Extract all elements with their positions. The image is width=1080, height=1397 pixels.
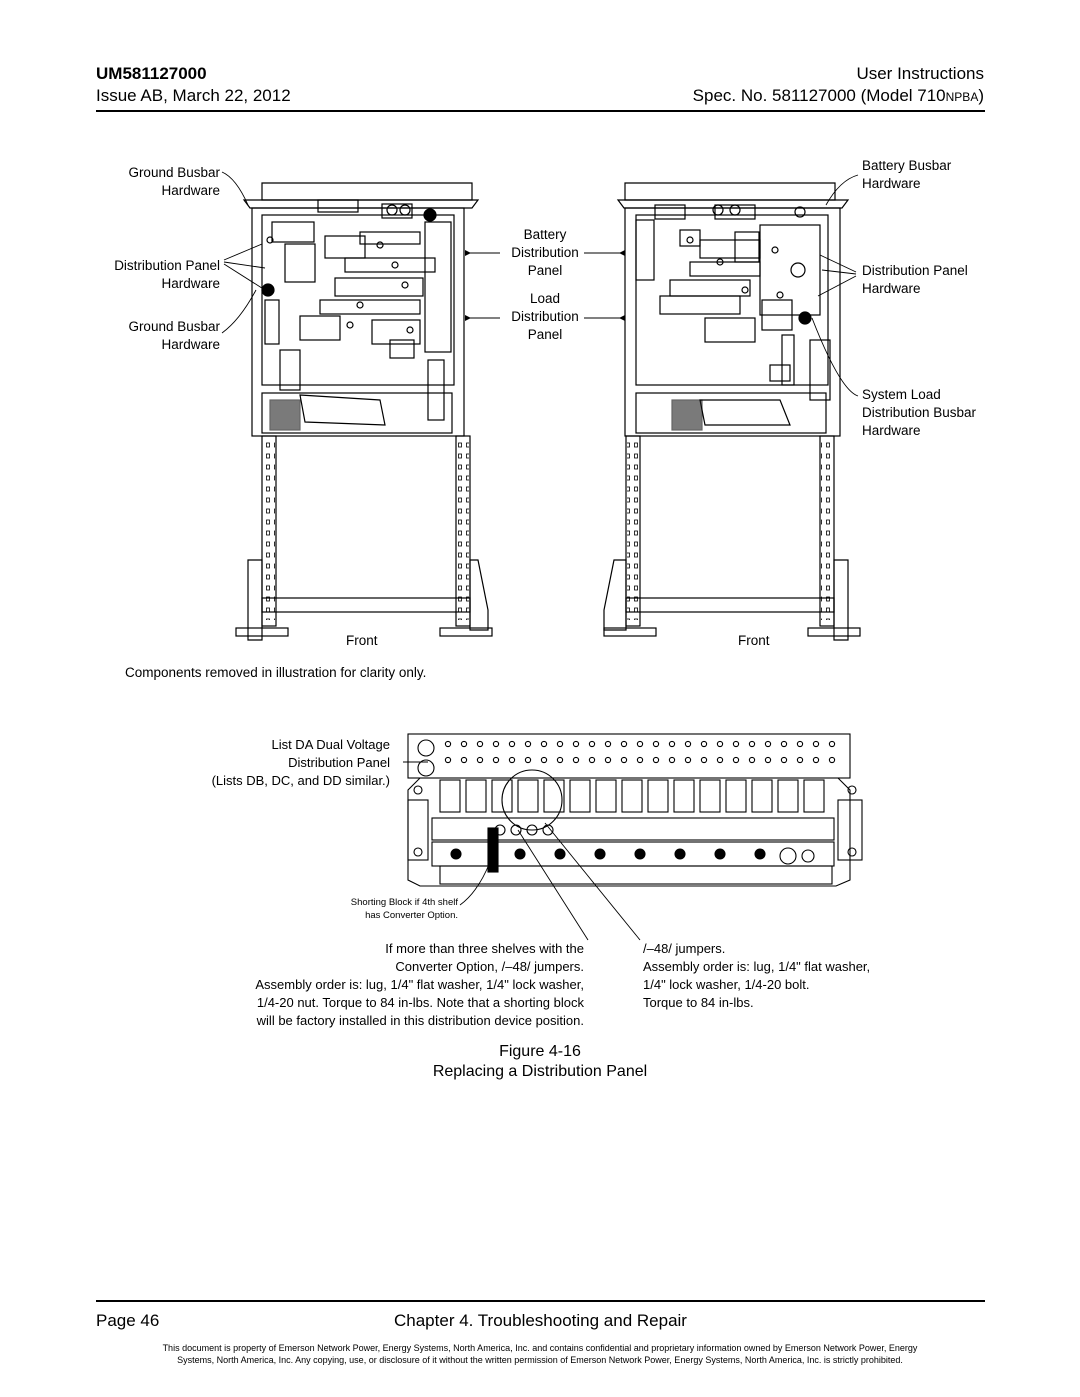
chapter-title: Chapter 4. Troubleshooting and Repair [394, 1311, 687, 1330]
footer-rule [96, 1300, 985, 1302]
label-distribution-panel-left: Distribution Panel Hardware [114, 258, 220, 291]
label-load-distribution-panel: Load Distribution Panel [511, 291, 579, 342]
label-system-load-busbar: System Load Distribution Busbar Hardware [862, 387, 977, 438]
figure-number: Figure 4-16 [499, 1043, 581, 1060]
spec-number: Spec. No. 581127000 (Model 710NPBA) [692, 86, 984, 105]
legal-notice: This document is property of Emerson Network Power, Energy Systems, North America, Inc. and contains confidential and proprietary information owned by Emerson Network Power, Energy Systems, North America, Inc. Any copying, use, or disclosure of it without the written permission of Emerson Network Power, Energy Systems, North America, Inc. is strictly prohibited. [162, 1343, 918, 1365]
figure-title: Replacing a Distribution Panel [432, 1063, 648, 1080]
document-number: UM581127000 [96, 64, 207, 83]
label-distribution-panel-right: Distribution Panel Hardware [862, 263, 968, 296]
label-ground-busbar-top: Ground Busbar Hardware [128, 165, 220, 198]
terminal-holes-row2 [445, 757, 834, 762]
distribution-panel-drawing [408, 734, 862, 886]
issue-date: Issue AB, March 22, 2012 [96, 86, 291, 105]
leader-lines [222, 172, 858, 396]
left-rack-drawing [236, 183, 492, 640]
label-battery-busbar: Battery Busbar Hardware [862, 158, 952, 191]
label-ground-busbar-bottom: Ground Busbar Hardware [128, 319, 220, 352]
label-front-right: Front [738, 633, 770, 648]
right-assembly-note: /–48/ jumpers. Assembly order is: lug, 1/4" flat washer, 1/4" lock washer, 1/4-20 bolt. Torque to 84 in-lbs. [643, 941, 871, 1010]
right-rack-drawing [604, 183, 860, 640]
label-dual-voltage-panel: List DA Dual Voltage Distribution Panel (Lists DB, DC, and DD similar.) [211, 737, 390, 788]
left-assembly-note: If more than three shelves with the Converter Option, /–48/ jumpers. Assembly order is: lug, 1/4" flat washer, 1/4" lock washer, 1/4-20 nut. Torque to 84 in-lbs. Note that a shorting block will be factory installed in this distribution device position. [255, 941, 584, 1028]
components-note: Components removed in illustration for clarity only. [125, 665, 427, 680]
label-shorting-block: Shorting Block if 4th shelf has Converter Option. [350, 897, 458, 921]
document-type: User Instructions [856, 64, 984, 83]
label-front-left: Front [346, 633, 378, 648]
label-battery-distribution-panel: Battery Distribution Panel [511, 227, 579, 278]
page-number: Page 46 [96, 1311, 160, 1330]
breaker-slots [440, 780, 824, 812]
terminal-holes-row1 [445, 741, 834, 746]
